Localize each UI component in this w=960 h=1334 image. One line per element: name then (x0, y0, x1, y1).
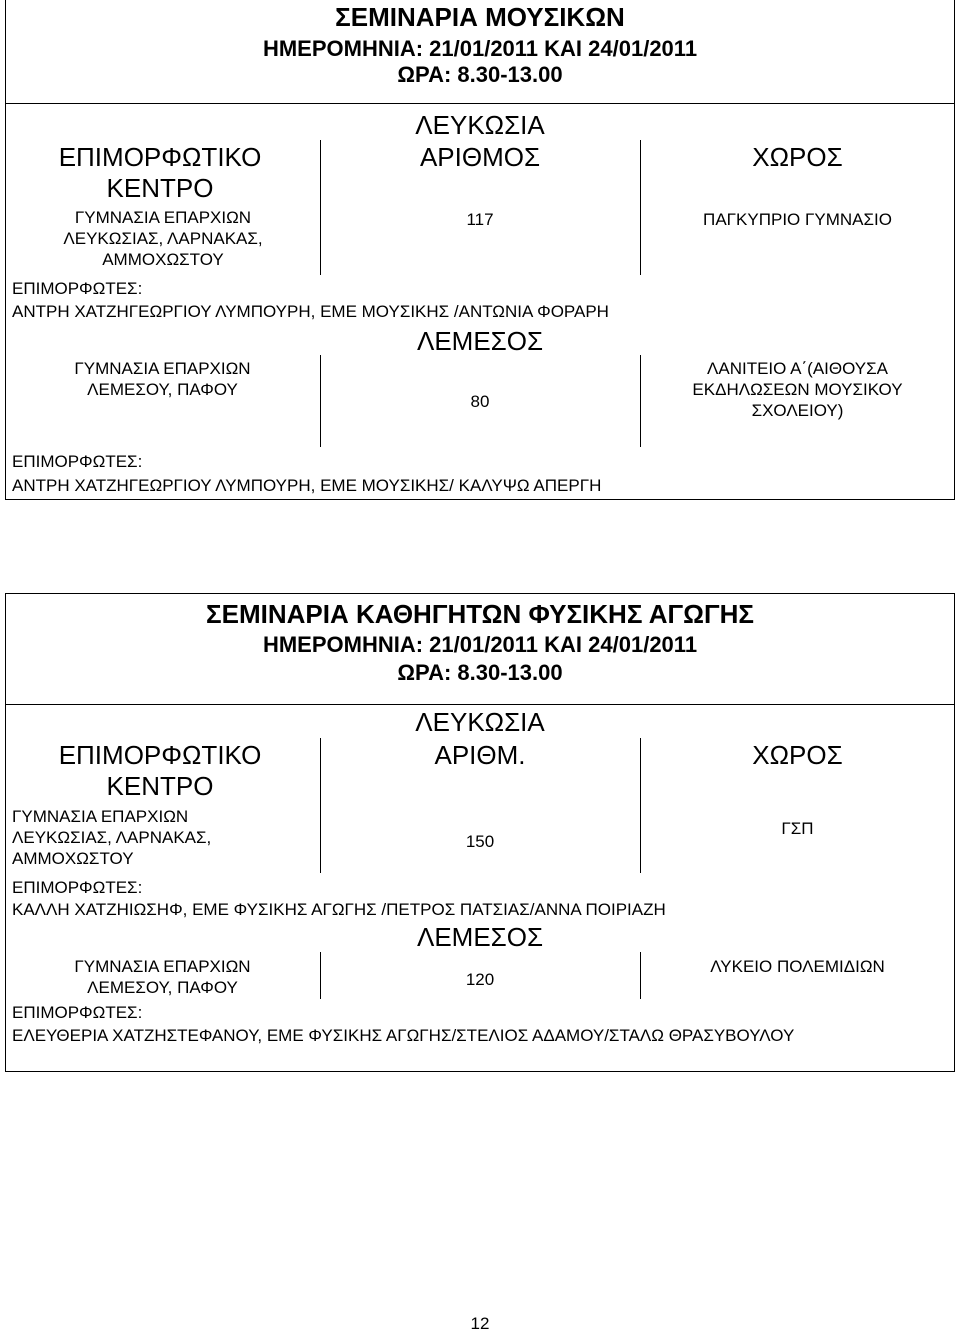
section1-region2-trainers-label: ΕΠΙΜΟΡΦΩΤΕΣ: (12, 452, 143, 471)
section1-region1-number: 117 (466, 210, 494, 229)
section1-region1-schools: ΓΥΜΝΑΣΙΑ ΕΠΑΡΧΙΩΝ ΛΕΥΚΩΣΙΑΣ, ΛΑΡΝΑΚΑΣ, ΑΜΜΟΧΩΣΤΟΥ (63, 208, 263, 269)
section2-col-venue: ΧΩΡΟΣ (752, 740, 843, 770)
page-number: 12 (470, 1314, 490, 1333)
section1-region1-trainers-label: ΕΠΙΜΟΡΦΩΤΕΣ: (12, 279, 143, 298)
section2-col-center: ΕΠΙΜΟΡΦΩΤΙΚΟ ΚΕΝΤΡΟ (58, 740, 262, 801)
section2-date: ΗΜΕΡΟΜΗΝΙΑ: 21/01/2011 ΚΑΙ 24/01/2011 (262, 632, 698, 657)
section1-region2-name: ΛΕΜΕΣΟΣ (416, 326, 544, 356)
section1-time: ΩΡΑ: 8.30-13.00 (397, 62, 563, 87)
section1-region2-venue: ΛΑΝΙΤΕΙΟ Α΄(ΑΙΘΟΥΣΑ ΕΚΔΗΛΩΣΕΩΝ ΜΟΥΣΙΚΟΥ ΣΧΟΛΕΙΟΥ) (692, 359, 903, 420)
section2-time: ΩΡΑ: 8.30-13.00 (397, 660, 563, 685)
section2-region1-trainers: ΚΑΛΛΗ ΧΑΤΖΗΙΩΣΗΦ, ΕΜΕ ΦΥΣΙΚΗΣ ΑΓΩΓΗΣ /ΠΕΤΡΟΣ ΠΑΤΣΙΑΣ/ΑΝΝΑ ΠΟΙΡΙΑΖΗ (12, 900, 666, 919)
section2-region1-number: 150 (465, 832, 495, 851)
section1-region2-schools: ΓΥΜΝΑΣΙΑ ΕΠΑΡΧΙΩΝ ΛΕΜΕΣΟΥ, ΠΑΦΟΥ (74, 359, 251, 399)
section1-region1-trainers: ΑΝΤΡΗ ΧΑΤΖΗΓΕΩΡΓΙΟΥ ΛΥΜΠΟΥΡΗ, ΕΜΕ ΜΟΥΣΙΚΗΣ /ΑΝΤΩΝΙΑ ΦΟΡΑΡΗ (12, 302, 609, 321)
section2-region2-venue: ΛΥΚΕΙΟ ΠΟΛΕΜΙΔΙΩΝ (710, 957, 885, 976)
section2-region1-trainers-label: ΕΠΙΜΟΡΦΩΤΕΣ: (12, 878, 143, 897)
section1-col-number: ΑΡΙΘΜΟΣ (419, 142, 541, 172)
section1-region1-venue: ΠΑΓΚΥΠΡΙΟ ΓΥΜΝΑΣΙΟ (703, 210, 892, 229)
section2-region2-schools: ΓΥΜΝΑΣΙΑ ΕΠΑΡΧΙΩΝ ΛΕΜΕΣΟΥ, ΠΑΦΟΥ (74, 957, 251, 997)
section1-region1-name: ΛΕΥΚΩΣΙΑ (415, 110, 545, 140)
section1-col-center: ΕΠΙΜΟΡΦΩΤΙΚΟ ΚΕΝΤΡΟ (58, 142, 262, 203)
section2-region1-schools: ΓΥΜΝΑΣΙΑ ΕΠΑΡΧΙΩΝ ΛΕΥΚΩΣΙΑΣ, ΛΑΡΝΑΚΑΣ, ΑΜΜΟΧΩΣΤΟΥ (12, 807, 212, 868)
section2-region2-number: 120 (465, 970, 495, 989)
section1-region2-number: 80 (470, 392, 490, 411)
section2-region1-name: ΛΕΥΚΩΣΙΑ (415, 707, 545, 737)
section1-title: ΣΕΜΙΝΑΡΙΑ ΜΟΥΣΙΚΩΝ (335, 2, 625, 32)
section2-region1-venue: ΓΣΠ (781, 819, 814, 838)
section2-col-number: ΑΡΙΘΜ. (434, 740, 526, 770)
section1-date: ΗΜΕΡΟΜΗΝΙΑ: 21/01/2011 ΚΑΙ 24/01/2011 (262, 36, 698, 61)
section2-title: ΣΕΜΙΝΑΡΙΑ ΚΑΘΗΓΗΤΩΝ ΦΥΣΙΚΗΣ ΑΓΩΓΗΣ (206, 599, 754, 629)
section2-region2-trainers-label: ΕΠΙΜΟΡΦΩΤΕΣ: (12, 1003, 143, 1022)
section2-region2-name: ΛΕΜΕΣΟΣ (416, 922, 544, 952)
section1-col-venue: ΧΩΡΟΣ (752, 142, 843, 172)
section1-region2-trainers: ΑΝΤΡΗ ΧΑΤΖΗΓΕΩΡΓΙΟΥ ΛΥΜΠΟΥΡΗ, ΕΜΕ ΜΟΥΣΙΚΗΣ/ ΚΑΛΥΨΩ ΑΠΕΡΓΗ (12, 476, 602, 495)
section2-outer-border (5, 705, 955, 1072)
section2-region2-trainers: ΕΛΕΥΘΕΡΙΑ ΧΑΤΖΗΣΤΕΦΑΝΟΥ, ΕΜΕ ΦΥΣΙΚΗΣ ΑΓΩΓΗΣ/ΣΤΕΛΙΟΣ ΑΔΑΜΟΥ/ΣΤΑΛΩ ΘΡΑΣΥΒΟΥΛΟΥ (12, 1026, 795, 1045)
section1-outer-border (5, 103, 955, 500)
